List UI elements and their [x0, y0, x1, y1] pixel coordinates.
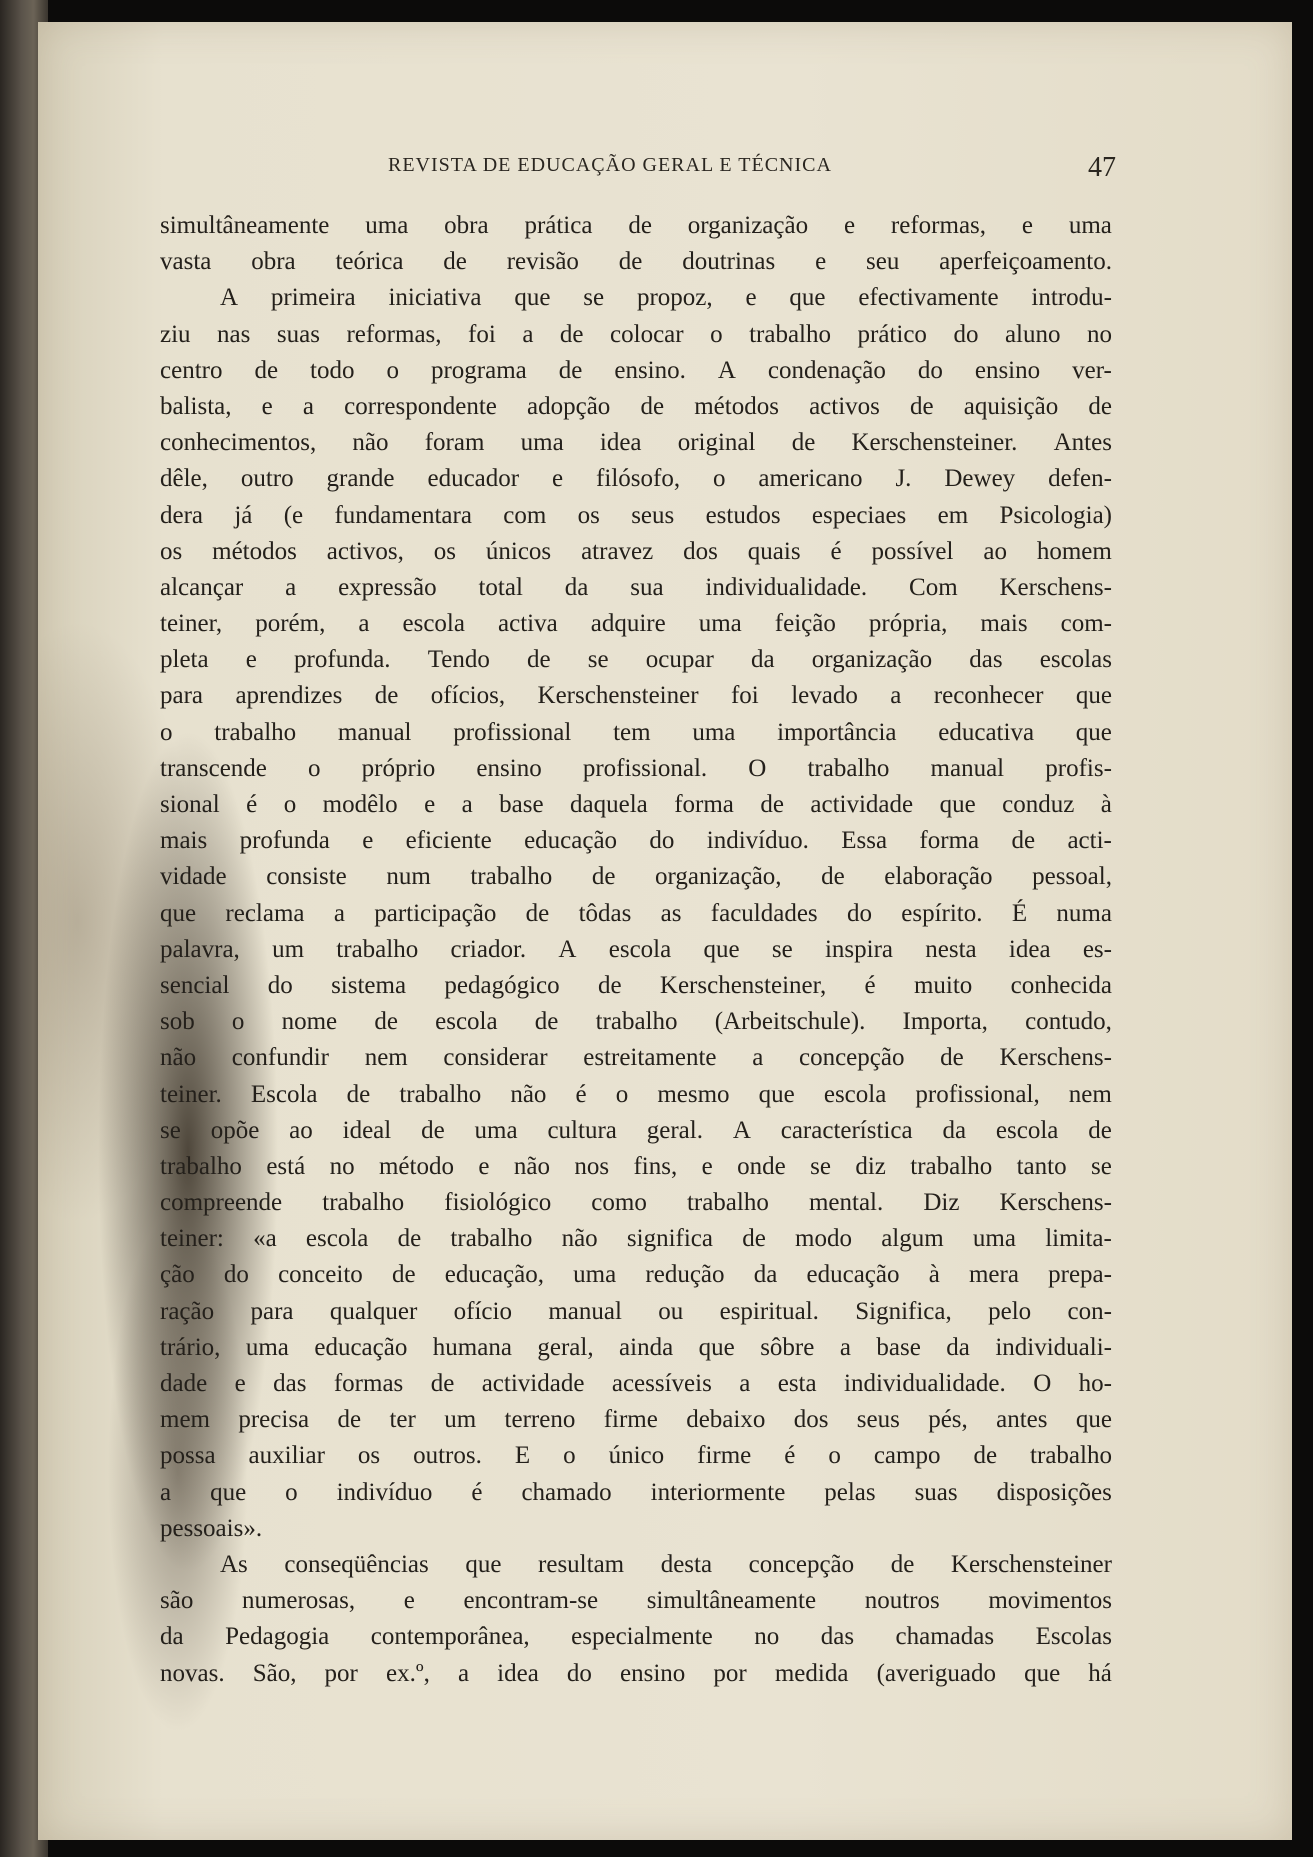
text-line: dera já (e fundamentara com os seus estudos especiaes em Psicologia): [160, 501, 1112, 529]
text-line: transcende o próprio ensino profissional. O trabalho manual profis-: [160, 754, 1112, 782]
text-line: não confundir nem considerar estreitamente a concepção de Kerschens-: [160, 1044, 1112, 1072]
text-line: A primeira iniciativa que se propoz, e que efectivamente introdu-: [220, 284, 1112, 312]
text-line: se opõe ao ideal de uma cultura geral. A característica da escola de: [160, 1116, 1112, 1144]
text-line: trário, uma educação humana geral, ainda que sôbre a base da individuali-: [160, 1333, 1112, 1361]
text-line: teiner: «a escola de trabalho não significa de modo algum uma limita-: [160, 1225, 1112, 1253]
text-line: teiner. Escola de trabalho não é o mesmo que escola profissional, nem: [160, 1080, 1112, 1108]
text-line: dade e das formas de actividade acessíveis a esta individualidade. O ho-: [160, 1370, 1112, 1397]
text-line: vidade consiste num trabalho de organização, de elaboração pessoal,: [160, 863, 1112, 891]
page-number: 47: [1088, 152, 1116, 183]
text-line: ção do conceito de educação, uma redução da educação à mera prepa-: [160, 1261, 1112, 1289]
text-line: da Pedagogia contemporânea, especialmente no das chamadas Escolas: [160, 1623, 1112, 1651]
text-line: pleta e profunda. Tendo de se ocupar da organização das escolas: [160, 646, 1112, 674]
body-text: [160, 208, 1112, 1692]
text-line: teiner, porém, a escola activa adquire uma feição própria, mais com-: [160, 610, 1112, 638]
text-line: possa auxiliar os outros. E o único firme é o campo de trabalho: [160, 1442, 1112, 1470]
text-line: dêle, outro grande educador e filósofo, o americano J. Dewey defen-: [160, 465, 1112, 493]
text-line: palavra, um trabalho criador. A escola que se inspira nesta idea es-: [160, 935, 1112, 963]
text-line: sencial do sistema pedagógico de Kerschensteiner, é muito conhecida: [160, 971, 1112, 999]
text-line: o trabalho manual profissional tem uma importância educativa que: [160, 718, 1112, 746]
text-line: simultâneamente uma obra prática de organização e reformas, e uma: [160, 212, 1112, 239]
text-line: centro de todo o programa de ensino. A condenação do ensino ver-: [160, 356, 1112, 384]
text-line: trabalho está no método e não nos fins, e onde se diz trabalho tanto se: [160, 1152, 1112, 1180]
text-line: mem precisa de ter um terreno firme debaixo dos seus pés, antes que: [160, 1406, 1112, 1434]
text-line: são numerosas, e encontram-se simultâneamente noutros movimentos: [160, 1587, 1112, 1615]
text-line: pessoais».: [160, 1514, 263, 1542]
running-title: REVISTA DE EDUCAÇÃO GERAL E TÉCNICA: [388, 154, 832, 176]
text-line: vasta obra teórica de revisão de doutrinas e seu aperfeiçoamento.: [160, 248, 1112, 276]
text-line: para aprendizes de ofícios, Kerschensteiner foi levado a reconhecer que: [160, 682, 1112, 710]
text-line: sional é o modêlo e a base daquela forma de actividade que conduz à: [160, 791, 1112, 818]
text-line: os métodos activos, os únicos atravez dos quais é possível ao homem: [160, 537, 1112, 565]
text-line: que reclama a participação de tôdas as faculdades do espírito. É numa: [160, 899, 1112, 927]
text-line: a que o indivíduo é chamado interiormente pelas suas disposições: [160, 1478, 1112, 1506]
text-line: mais profunda e eficiente educação do indivíduo. Essa forma de acti-: [160, 827, 1112, 855]
text-line: balista, e a correspondente adopção de métodos activos de aquisição de: [160, 392, 1112, 420]
text-line: novas. São, por ex.º, a idea do ensino por medida (averiguado que há: [160, 1659, 1112, 1687]
text-line: conhecimentos, não foram uma idea original de Kerschensteiner. Antes: [160, 429, 1112, 457]
text-line: ziu nas suas reformas, foi a de colocar o trabalho prático do aluno no: [160, 320, 1112, 348]
text-line: ração para qualquer ofício manual ou espiritual. Significa, pelo con-: [160, 1297, 1112, 1325]
text-line: sob o nome de escola de trabalho (Arbeitschule). Importa, contudo,: [160, 1008, 1112, 1036]
text-line: compreende trabalho fisiológico como trabalho mental. Diz Kerschens-: [160, 1189, 1112, 1217]
text-line: As conseqüências que resultam desta concepção de Kerschensteiner: [220, 1550, 1112, 1578]
text-line: alcançar a expressão total da sua individualidade. Com Kerschens-: [160, 573, 1112, 601]
